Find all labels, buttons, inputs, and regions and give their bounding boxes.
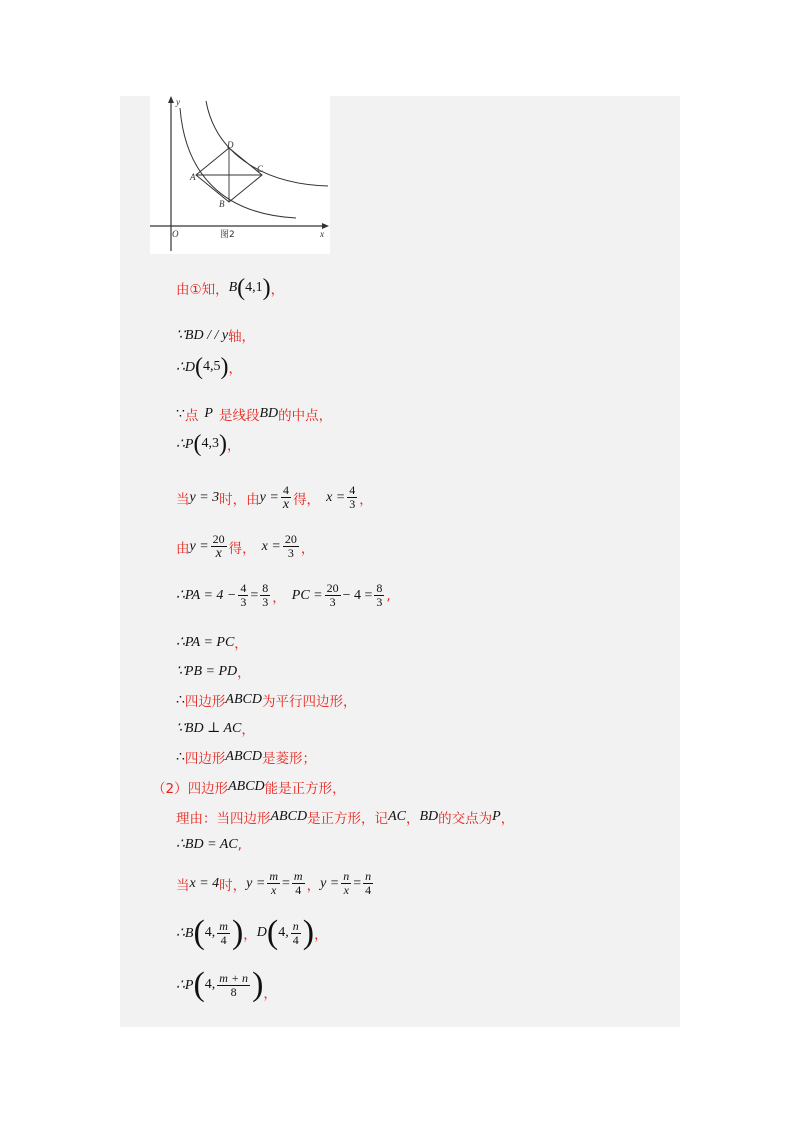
text: 当 — [176, 491, 190, 508]
math: BD — [419, 809, 439, 824]
label-origin: O — [172, 229, 179, 239]
math: − 4 = — [342, 587, 373, 603]
paren: ( — [193, 431, 202, 457]
paren: ( — [195, 354, 204, 380]
line-15 — [176, 807, 514, 827]
paren: ( — [193, 966, 205, 1003]
text: 得， — [293, 491, 321, 508]
math: ∴P — [176, 977, 194, 993]
text: 由①知， — [176, 282, 229, 298]
paren: ) — [302, 914, 315, 951]
math: 4,3 — [201, 436, 219, 451]
line-8 — [176, 582, 391, 609]
line-2 — [176, 325, 255, 345]
math: ABCD — [228, 779, 265, 794]
line-9 — [176, 632, 248, 652]
line-16 — [176, 836, 242, 853]
paren: ( — [266, 914, 279, 951]
line-3 — [176, 355, 242, 379]
text: ， — [243, 927, 257, 943]
text: ， — [359, 491, 373, 508]
text: 由 — [176, 540, 190, 557]
paren: ( — [193, 914, 205, 951]
text: 能是正方形， — [264, 781, 346, 797]
math: 4, — [204, 977, 216, 992]
text: 的交点为 — [438, 811, 493, 827]
math: ∵BD / / y — [176, 327, 229, 343]
text: 为平行四边形， — [261, 694, 357, 710]
math: P — [492, 809, 501, 824]
figure-caption: 图2 — [220, 230, 235, 240]
fraction: $\frac{4}{3}$ — [349, 483, 356, 511]
math: 4,1 — [245, 280, 263, 295]
math: ∴ — [176, 692, 185, 708]
fraction: $\frac{n}{x}$ — [343, 869, 350, 897]
paren: ) — [262, 275, 271, 301]
text: ， — [314, 927, 328, 943]
text: 四边形 — [184, 694, 226, 710]
line-18 — [176, 916, 328, 950]
fraction: $\frac{4}{3}$ — [240, 581, 247, 609]
figure — [150, 96, 330, 254]
math: ∵PB = PD — [176, 663, 238, 679]
text: 轴， — [228, 329, 256, 345]
math: ABCD — [270, 809, 308, 824]
text: ， — [263, 986, 277, 1002]
fraction: $\frac{20}{x}$ — [212, 532, 225, 561]
math: ∵BD ⊥ AC — [176, 720, 242, 736]
fraction: $\frac{8}{3}$ — [262, 581, 269, 609]
text: 是正方形，记 — [307, 811, 389, 827]
paren: ) — [218, 431, 227, 457]
math: ∴P — [176, 436, 194, 452]
text: 点 — [184, 408, 199, 424]
math: ∴PA = 4 − — [176, 588, 237, 603]
paren: ( — [237, 275, 246, 301]
y-axis-arrow — [168, 96, 174, 103]
text: ， — [241, 722, 255, 738]
fraction: $\frac{m + n}{8}$ — [219, 970, 249, 999]
text: 的中点， — [278, 408, 333, 424]
math: y = — [259, 489, 279, 505]
line-10 — [176, 661, 251, 681]
hyperbola-outer — [206, 101, 328, 186]
text: ， — [500, 811, 515, 827]
line-6 — [176, 484, 373, 511]
text: ， — [405, 811, 420, 827]
math: D — [256, 925, 267, 940]
math: ∴ — [176, 749, 185, 765]
fraction: $\frac{m}{x}$ — [269, 869, 279, 897]
fraction: $\frac{20}{3}$ — [284, 532, 297, 560]
fraction: $\frac{m}{4}$ — [293, 869, 303, 897]
paren: ) — [220, 354, 229, 380]
math: x = 4 — [189, 875, 220, 891]
paren: ) — [231, 914, 244, 951]
text: ， — [300, 540, 315, 557]
math: P — [204, 406, 213, 421]
text: 四边形 — [184, 751, 226, 767]
text: ， — [270, 282, 285, 298]
line-1 — [176, 276, 284, 300]
label-b: B — [219, 199, 225, 209]
text: 时，由 — [219, 491, 260, 508]
fraction: $\frac{n}{4}$ — [365, 869, 372, 897]
math: 4, — [278, 925, 289, 940]
math: ∴BD = AC — [176, 837, 238, 852]
line-19 — [176, 968, 277, 1002]
math: 4, — [204, 925, 216, 940]
math: ∴PA = PC — [176, 634, 235, 650]
math: x = — [326, 489, 346, 505]
hyperbola-inner — [180, 108, 296, 218]
fraction: $\frac{8}{3}$ — [376, 581, 383, 609]
math: y = 3 — [189, 489, 220, 505]
hyperbola-diagram — [150, 96, 330, 254]
math: AC — [388, 809, 406, 824]
line-13 — [176, 747, 316, 767]
text: 时， — [219, 877, 247, 894]
math: ∴B — [176, 925, 194, 941]
text: ， — [226, 438, 241, 454]
math: BD — [259, 406, 279, 421]
text: ， — [237, 665, 251, 681]
text: 是菱形； — [261, 751, 316, 767]
line-11 — [176, 690, 356, 710]
fraction: $\frac{4}{x}$ — [282, 483, 290, 512]
fraction: $\frac{m}{4}$ — [219, 918, 228, 947]
text: ， — [272, 589, 286, 606]
fraction: $\frac{20}{3}$ — [326, 581, 339, 609]
text: , — [237, 836, 242, 853]
text: ， — [234, 636, 248, 652]
line-4 — [176, 404, 332, 424]
text: , — [386, 587, 391, 604]
math: = — [282, 875, 290, 891]
line-17 — [176, 870, 375, 897]
math: PC = — [291, 587, 323, 603]
math: y = — [320, 875, 340, 891]
label-y: y — [176, 97, 180, 107]
math: = — [250, 587, 259, 603]
text: 理由：当四边形 — [176, 811, 271, 827]
line-5 — [176, 432, 240, 456]
math: B — [228, 280, 238, 295]
text: （2）四边形 — [152, 781, 229, 797]
line-7 — [176, 533, 314, 560]
math: ABCD — [225, 749, 262, 764]
math: ABCD — [225, 692, 262, 707]
math: ∵ — [176, 406, 185, 422]
text: ， — [228, 361, 243, 377]
paren: ) — [252, 966, 264, 1003]
text: 当 — [176, 877, 190, 894]
text: ， — [306, 877, 321, 894]
label-d: D — [227, 140, 234, 150]
math: y = — [246, 875, 266, 891]
fraction: $\frac{n}{4}$ — [292, 918, 299, 947]
line-14 — [152, 777, 346, 797]
text: 是线段 — [218, 408, 260, 424]
label-x: x — [320, 229, 324, 239]
line-12 — [176, 718, 255, 738]
math: = — [353, 875, 362, 891]
math: 4,5 — [203, 359, 221, 374]
math: y = — [189, 538, 209, 554]
label-a: A — [190, 172, 196, 182]
math: x = — [261, 538, 281, 554]
math: ∴D — [176, 359, 196, 375]
text: 得， — [228, 540, 256, 557]
label-c: C — [257, 164, 264, 174]
